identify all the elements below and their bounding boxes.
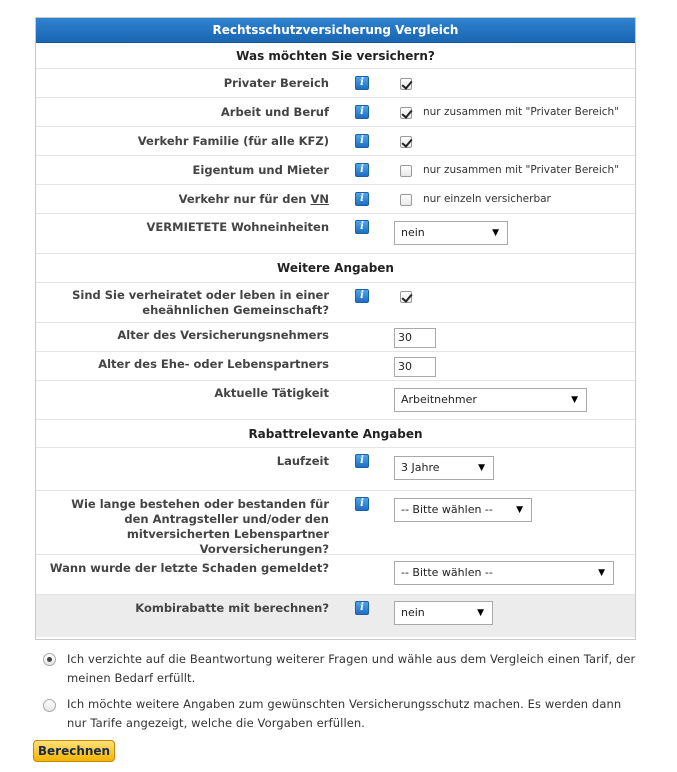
form-title: Rechtsschutzversicherung Vergleich bbox=[36, 18, 635, 43]
chevron-down-icon: ▼ bbox=[598, 568, 605, 578]
section-heading-rabatt: Rabattrelevante Angaben bbox=[36, 420, 635, 448]
select-laufzeit[interactable] bbox=[394, 456, 494, 480]
select-vermietete[interactable] bbox=[394, 221, 508, 245]
label-verkehr-vn-text: Verkehr nur für den bbox=[178, 192, 311, 206]
info-icon[interactable]: i bbox=[355, 601, 369, 615]
checkbox-verkehr-vn[interactable] bbox=[400, 194, 412, 206]
row-kombirabatte bbox=[36, 595, 635, 637]
input-alter-partner[interactable]: 30 bbox=[394, 357, 436, 377]
label-kombirabatte: Kombirabatte mit berechnen? bbox=[135, 601, 329, 615]
chevron-down-icon: ▼ bbox=[492, 228, 499, 238]
info-icon[interactable]: i bbox=[355, 289, 369, 303]
checkbox-verkehr-familie[interactable] bbox=[400, 136, 412, 148]
berechnen-button[interactable]: Berechnen bbox=[33, 740, 115, 762]
row-verkehr-familie bbox=[36, 127, 635, 156]
info-icon[interactable]: i bbox=[355, 105, 369, 119]
info-icon[interactable]: i bbox=[355, 220, 369, 234]
label-taetigkeit: Aktuelle Tätigkeit bbox=[214, 386, 329, 400]
label-verkehr-vn bbox=[46, 192, 329, 207]
label-laufzeit: Laufzeit bbox=[276, 454, 329, 468]
checkbox-privater-bereich[interactable] bbox=[400, 78, 412, 90]
label-privater-bereich: Privater Bereich bbox=[223, 76, 329, 90]
checkbox-eigentum-mieter[interactable] bbox=[400, 165, 412, 177]
input-alter-vn[interactable]: 30 bbox=[394, 328, 436, 348]
info-icon[interactable]: i bbox=[355, 497, 369, 511]
info-icon[interactable]: i bbox=[355, 454, 369, 468]
comparison-form bbox=[35, 17, 636, 640]
row-verheiratet bbox=[36, 283, 635, 323]
chevron-down-icon: ▼ bbox=[516, 505, 523, 515]
label-verkehr-familie: Verkehr Familie (für alle KFZ) bbox=[137, 134, 329, 148]
select-taetigkeit[interactable] bbox=[394, 388, 587, 412]
row-letzter-schaden bbox=[36, 555, 635, 595]
label-vorversicherung: Wie lange bestehen oder bestanden für den Antragsteller und/oder den mitversicherten Lebenspartner Vorversicherungen? bbox=[71, 497, 329, 556]
select-kombirabatte-value: nein bbox=[401, 606, 425, 619]
label-alter-vn: Alter des Versicherungsnehmers bbox=[117, 328, 329, 342]
select-letzter-schaden-value: -- Bitte wählen -- bbox=[401, 566, 493, 579]
select-vorversicherung[interactable] bbox=[394, 498, 532, 522]
label-vermietete: VERMIETETE Wohneinheiten bbox=[146, 220, 329, 234]
chevron-down-icon: ▼ bbox=[477, 608, 484, 618]
row-alter-partner bbox=[36, 352, 635, 381]
row-vorversicherung bbox=[36, 491, 635, 555]
row-taetigkeit bbox=[36, 381, 635, 420]
checkbox-arbeit-beruf[interactable] bbox=[400, 107, 412, 119]
checkbox-verheiratet[interactable] bbox=[400, 291, 412, 303]
select-taetigkeit-value: Arbeitnehmer bbox=[401, 393, 477, 406]
section-heading-weitere: Weitere Angaben bbox=[36, 254, 635, 283]
row-privater-bereich bbox=[36, 69, 635, 98]
note-verkehr-vn: nur einzeln versicherbar bbox=[423, 193, 551, 205]
select-vermietete-value: nein bbox=[401, 226, 425, 239]
note-arbeit-beruf: nur zusammen mit "Privater Bereich" bbox=[423, 106, 620, 118]
radio-weitere[interactable] bbox=[43, 699, 56, 712]
info-icon[interactable]: i bbox=[355, 76, 369, 90]
select-kombirabatte[interactable] bbox=[394, 601, 493, 625]
select-laufzeit-value: 3 Jahre bbox=[401, 461, 440, 474]
row-alter-vn bbox=[36, 323, 635, 352]
radio-verzichte[interactable] bbox=[43, 653, 56, 666]
info-icon[interactable]: i bbox=[355, 163, 369, 177]
chevron-down-icon: ▼ bbox=[478, 463, 485, 473]
row-eigentum-mieter bbox=[36, 156, 635, 185]
label-eigentum-mieter: Eigentum und Mieter bbox=[192, 163, 329, 177]
option-verzichte-text: Ich verzichte auf die Beantwortung weiterer Fragen und wähle aus dem Vergleich einen Tarif, der meinen Bedarf erfüllt. bbox=[67, 652, 636, 685]
label-arbeit-beruf: Arbeit und Beruf bbox=[220, 105, 329, 119]
row-vermietete bbox=[36, 214, 635, 254]
label-verheiratet: Sind Sie verheiratet oder leben in einer eheähnlichen Gemeinschaft? bbox=[72, 288, 329, 317]
note-eigentum-mieter: nur zusammen mit "Privater Bereich" bbox=[423, 164, 620, 176]
info-icon[interactable]: i bbox=[355, 134, 369, 148]
abbr-vn: VN bbox=[310, 192, 329, 206]
info-icon[interactable]: i bbox=[355, 192, 369, 206]
chevron-down-icon: ▼ bbox=[571, 395, 578, 405]
select-letzter-schaden[interactable] bbox=[394, 561, 614, 585]
row-arbeit-beruf bbox=[36, 98, 635, 127]
section-heading-coverage: Was möchten Sie versichern? bbox=[36, 43, 635, 69]
label-letzter-schaden: Wann wurde der letzte Schaden gemeldet? bbox=[49, 561, 329, 575]
select-vorversicherung-value: -- Bitte wählen -- bbox=[401, 503, 493, 516]
option-weitere-text: Ich möchte weitere Angaben zum gewünschten Versicherungsschutz machen. Es werden dann nur Tarife angezeigt, welche die Vorgaben erfüllen. bbox=[67, 697, 622, 730]
row-laufzeit bbox=[36, 448, 635, 491]
row-verkehr-vn bbox=[36, 185, 635, 214]
label-alter-partner: Alter des Ehe- oder Lebenspartners bbox=[98, 357, 329, 371]
